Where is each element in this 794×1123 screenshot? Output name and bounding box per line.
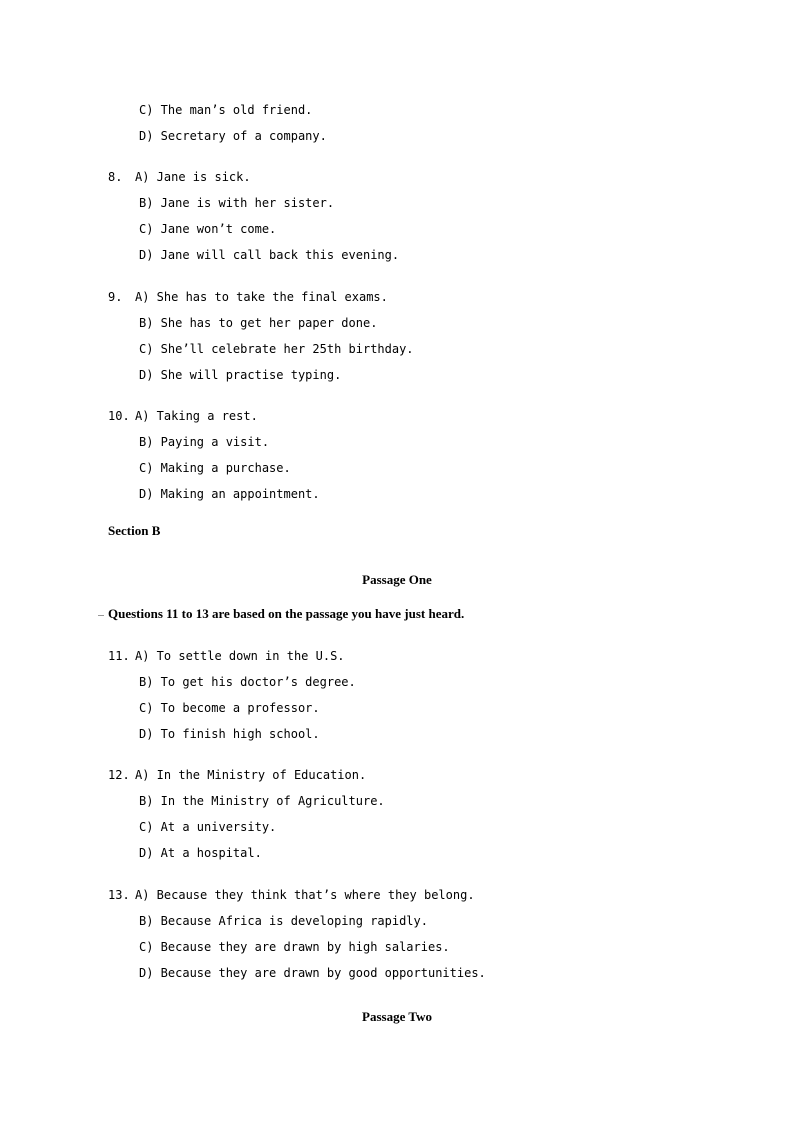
q10-number: 10. xyxy=(108,409,130,423)
q7-option-d: D) Secretary of a company. xyxy=(139,129,327,143)
q10-option-b: B) Paying a visit. xyxy=(139,435,270,449)
q12-option-a: A) In the Ministry of Education. xyxy=(135,768,367,782)
q11-option-c: C) To become a professor. xyxy=(139,701,320,715)
q9-number: 9. xyxy=(108,290,123,304)
section-b-heading: Section B xyxy=(108,523,161,538)
q13-number: 13. xyxy=(108,888,130,902)
q13-option-d: D) Because they are drawn by good opportunities. xyxy=(139,966,486,980)
q9-option-a: A) She has to take the final exams. xyxy=(135,290,388,304)
q9-option-b: B) She has to get her paper done. xyxy=(139,316,378,330)
q11-option-d: D) To finish high school. xyxy=(139,727,320,741)
q8-option-c: C) Jane won’t come. xyxy=(139,222,277,236)
margin-mark xyxy=(98,615,104,616)
q8-option-b: B) Jane is with her sister. xyxy=(139,196,335,210)
q12-option-b: B) In the Ministry of Agriculture. xyxy=(139,794,385,808)
questions-intro: Questions 11 to 13 are based on the passage you have just heard. xyxy=(108,606,465,621)
q8-option-a: A) Jane is sick. xyxy=(135,170,251,184)
passage-two-heading: Passage Two xyxy=(362,1009,432,1024)
q12-option-d: D) At a hospital. xyxy=(139,846,262,860)
q10-option-a: A) Taking a rest. xyxy=(135,409,258,423)
q9-option-d: D) She will practise typing. xyxy=(139,368,342,382)
q12-option-c: C) At a university. xyxy=(139,820,277,834)
q8-number: 8. xyxy=(108,170,123,184)
q7-option-c: C) The man’s old friend. xyxy=(139,103,313,117)
q8-option-d: D) Jane will call back this evening. xyxy=(139,248,400,262)
q10-option-d: D) Making an appointment. xyxy=(139,487,320,501)
q13-option-a: A) Because they think that’s where they belong. xyxy=(135,888,475,902)
q10-option-c: C) Making a purchase. xyxy=(139,461,291,475)
q13-option-c: C) Because they are drawn by high salaries. xyxy=(139,940,450,954)
q11-option-b: B) To get his doctor’s degree. xyxy=(139,675,356,689)
q9-option-c: C) She’ll celebrate her 25th birthday. xyxy=(139,342,414,356)
q13-option-b: B) Because Africa is developing rapidly. xyxy=(139,914,428,928)
q11-option-a: A) To settle down in the U.S. xyxy=(135,649,345,663)
passage-one-heading: Passage One xyxy=(362,572,432,587)
q12-number: 12. xyxy=(108,768,130,782)
q11-number: 11. xyxy=(108,649,130,663)
